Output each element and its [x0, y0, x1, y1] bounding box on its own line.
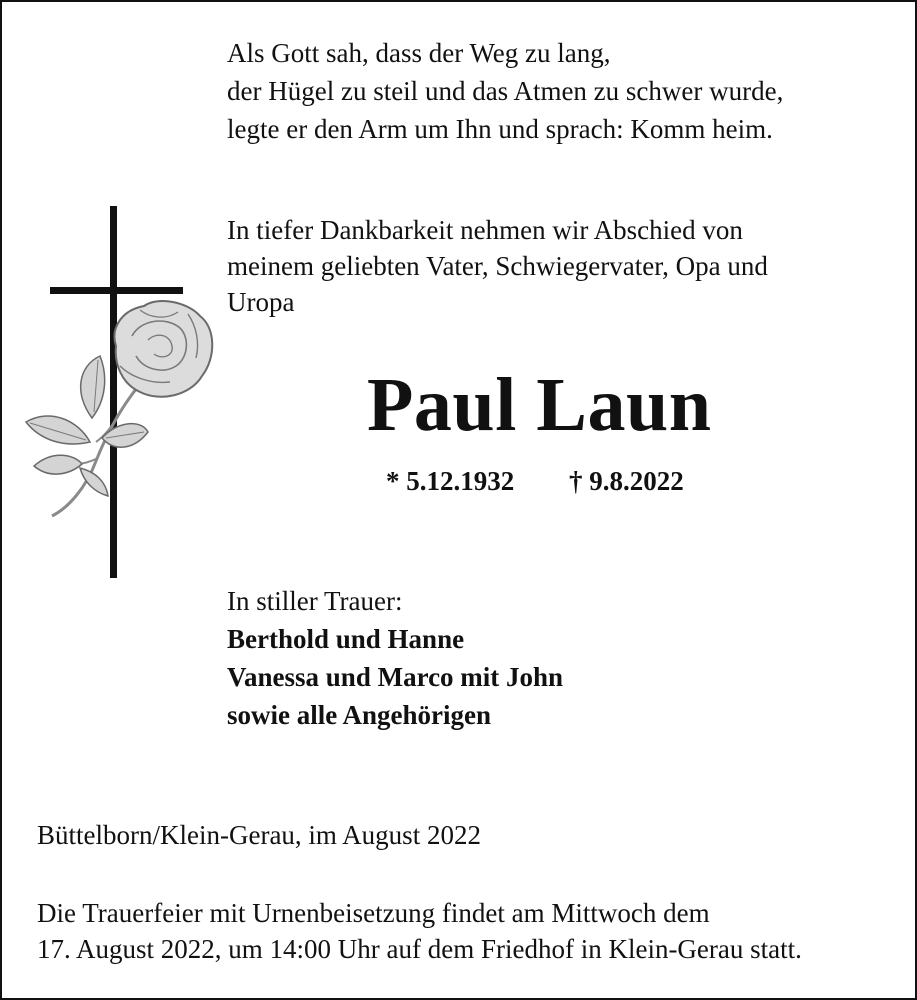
place-date: Büttelborn/Klein-Gerau, im August 2022	[37, 820, 481, 850]
mourner-line: Berthold und Hanne	[227, 624, 465, 654]
rose-icon	[26, 301, 212, 516]
poem	[227, 34, 783, 148]
ceremony-line: 17. August 2022, um 14:00 Uhr auf dem Friedhof in Klein-Gerau statt.	[37, 934, 802, 964]
ceremony-line: Die Trauerfeier mit Urnenbeisetzung findet am Mittwoch dem	[37, 898, 710, 928]
death-date: † 9.8.2022	[569, 466, 684, 496]
birth-date: * 5.12.1932	[386, 466, 515, 496]
intro-line: meinem geliebten Vater, Schwiegervater, Opa und	[227, 251, 768, 281]
intro-line: Uropa	[227, 287, 295, 317]
deceased-name: Paul Laun	[367, 363, 712, 447]
mourner-line: sowie alle Angehörigen	[227, 700, 491, 730]
mourners-heading: In stiller Trauer:	[227, 586, 403, 616]
poem-line: der Hügel zu steil und das Atmen zu schwer wurde,	[227, 76, 784, 106]
cross-and-rose	[20, 206, 220, 582]
mourner-line: Vanessa und Marco mit John	[227, 662, 564, 692]
farewell-intro	[227, 212, 877, 320]
mourners	[227, 582, 563, 734]
poem-line: Als Gott sah, dass der Weg zu lang,	[227, 38, 611, 68]
poem-line: legte er den Arm um Ihn und sprach: Komm heim.	[227, 114, 773, 144]
intro-line: In tiefer Dankbarkeit nehmen wir Abschied von	[227, 215, 743, 245]
ceremony-info	[37, 895, 802, 967]
